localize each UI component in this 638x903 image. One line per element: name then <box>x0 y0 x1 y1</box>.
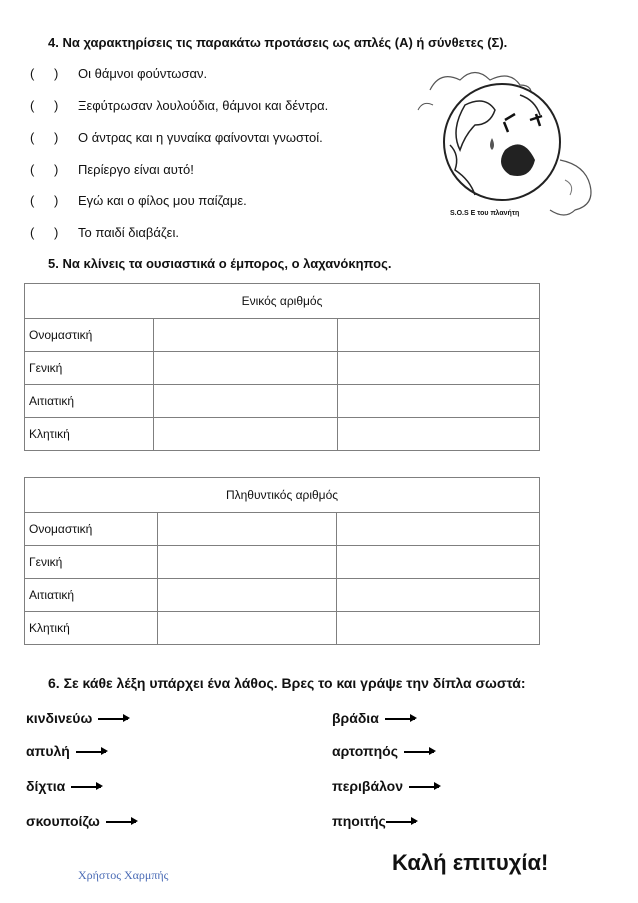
misspelled-word: πηοιτής <box>332 813 386 829</box>
plural-header: Πληθυντικός αριθμός <box>25 478 540 513</box>
answer-cell[interactable] <box>337 579 540 612</box>
table-row <box>25 319 540 352</box>
paren-open: ( <box>30 162 35 177</box>
arrow-right-icon <box>106 821 136 823</box>
paren-open: ( <box>30 225 35 240</box>
misspelled-word: δίχτια <box>26 778 66 794</box>
table-row <box>25 579 540 612</box>
table-row <box>25 612 540 645</box>
word-row <box>26 743 106 761</box>
q5-title: 5. Να κλίνεις τα ουσιαστικά ο έμπορος, ο λαχανόκηπος. <box>48 256 392 271</box>
word-row <box>332 710 415 728</box>
q4-statement-3: Ο άντρας και η γυναίκα φαίνονται γνωστοί. <box>78 130 323 145</box>
paren-close: ) <box>54 225 59 240</box>
q6-title: 6. Σε κάθε λέξη υπάρχει ένα λάθος. Βρες το και γράψε την δίπλα σωστά: <box>48 675 526 691</box>
word-row <box>26 710 128 728</box>
answer-cell[interactable] <box>337 612 540 645</box>
misspelled-word: κινδινεύω <box>26 710 93 726</box>
answer-cell[interactable] <box>338 352 540 385</box>
arrow-right-icon <box>98 718 128 720</box>
case-label: Ονομαστική <box>25 513 158 546</box>
answer-cell[interactable] <box>158 513 337 546</box>
arrow-right-icon <box>71 786 101 788</box>
word-row <box>26 778 101 796</box>
paren-close: ) <box>54 162 59 177</box>
singular-header: Ενικός αριθμός <box>25 284 540 319</box>
case-label: Γενική <box>25 352 154 385</box>
table-row <box>25 546 540 579</box>
singular-table <box>24 283 540 451</box>
paren-open: ( <box>30 130 35 145</box>
answer-cell[interactable] <box>338 418 540 451</box>
answer-cell[interactable] <box>337 513 540 546</box>
answer-cell[interactable] <box>337 546 540 579</box>
paren-close: ) <box>54 66 59 81</box>
answer-cell[interactable] <box>338 319 540 352</box>
crying-earth-illustration <box>410 50 610 230</box>
q4-statement-1: Οι θάμνοι φούντωσαν. <box>78 66 208 81</box>
answer-cell[interactable] <box>154 352 338 385</box>
author-name: Χρήστος Χαρμπής <box>78 868 169 882</box>
good-luck-message: Καλή επιτυχία! <box>392 850 549 875</box>
q4-title: 4. Να χαρακτηρίσεις τις παρακάτω προτάσεις ως απλές (Α) ή σύνθετες (Σ). <box>48 35 508 50</box>
plural-table <box>24 477 540 645</box>
table-header-row <box>25 284 540 319</box>
misspelled-word: περιβάλον <box>332 778 404 794</box>
paren-open: ( <box>30 98 35 113</box>
paren-close: ) <box>54 130 59 145</box>
arrow-right-icon <box>386 821 416 823</box>
word-row <box>332 778 439 796</box>
word-row <box>332 743 434 761</box>
arrow-right-icon <box>404 751 434 753</box>
q4-statement-5: Εγώ και ο φίλος μου παίζαμε. <box>78 193 247 208</box>
table-row <box>25 513 540 546</box>
q4-statement-2: Ξεφύτρωσαν λουλούδια, θάμνοι και δέντρα. <box>78 98 329 113</box>
misspelled-word: βράδια <box>332 710 379 726</box>
answer-cell[interactable] <box>154 319 338 352</box>
arrow-right-icon <box>385 718 415 720</box>
table-row <box>25 385 540 418</box>
earth-icon <box>410 50 610 230</box>
table-row <box>25 418 540 451</box>
arrow-right-icon <box>409 786 439 788</box>
word-row <box>332 813 416 831</box>
answer-cell[interactable] <box>158 546 337 579</box>
answer-cell[interactable] <box>158 612 337 645</box>
answer-cell[interactable] <box>158 579 337 612</box>
table-row <box>25 352 540 385</box>
paren-open: ( <box>30 66 35 81</box>
misspelled-word: σκουποίζω <box>26 813 100 829</box>
answer-cell[interactable] <box>154 385 338 418</box>
arrow-right-icon <box>76 751 106 753</box>
paren-close: ) <box>54 98 59 113</box>
case-label: Αιτιατική <box>25 385 154 418</box>
paren-close: ) <box>54 193 59 208</box>
answer-cell[interactable] <box>154 418 338 451</box>
case-label: Γενική <box>25 546 158 579</box>
paren-open: ( <box>30 193 35 208</box>
misspelled-word: απυλή <box>26 743 70 759</box>
illustration-caption: S.O.S E του πλανήτη <box>450 210 520 217</box>
word-row <box>26 813 136 831</box>
misspelled-word: αρτοπηός <box>332 743 399 759</box>
q4-statement-6: Το παιδί διαβάζει. <box>78 225 179 240</box>
table-header-row <box>25 478 540 513</box>
case-label: Ονομαστική <box>25 319 154 352</box>
q4-statement-4: Περίεργο είναι αυτό! <box>78 162 194 177</box>
case-label: Κλητική <box>25 612 158 645</box>
case-label: Κλητική <box>25 418 154 451</box>
answer-cell[interactable] <box>338 385 540 418</box>
case-label: Αιτιατική <box>25 579 158 612</box>
